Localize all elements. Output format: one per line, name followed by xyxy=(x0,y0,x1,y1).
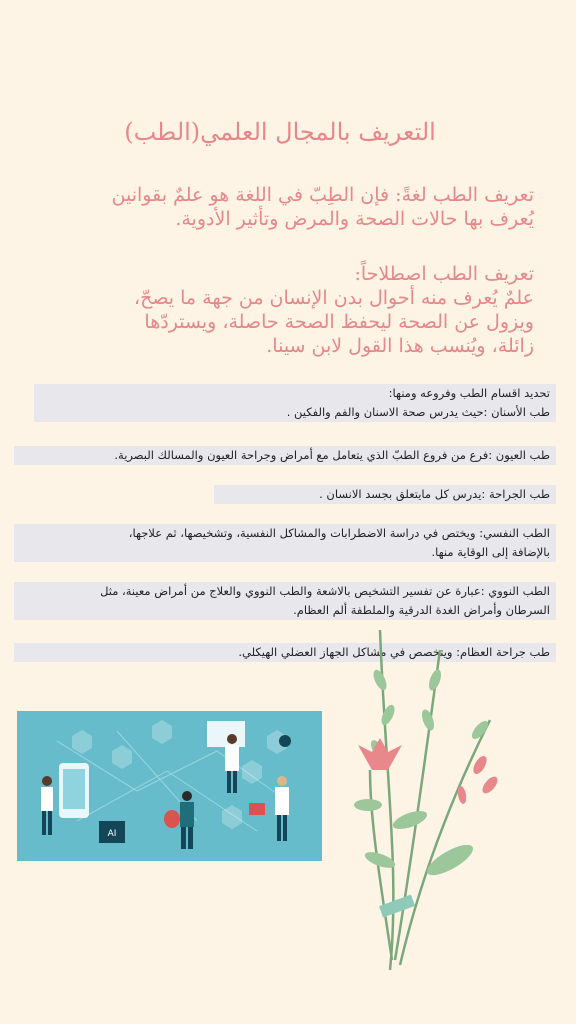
ribbon xyxy=(379,895,415,918)
doctor-figure-center xyxy=(164,791,194,849)
heart-icon xyxy=(164,810,180,828)
ai-chip-icon xyxy=(99,821,125,843)
medical-tech-illustration xyxy=(17,711,322,861)
first-aid-icon xyxy=(249,803,265,815)
term-definition-line: ويزول عن الصحة ليحفظ الصحة حاصلة، ويستردّها xyxy=(144,311,534,333)
language-definition xyxy=(34,183,534,231)
dentistry-note: طب الأسنان :حيث يدرس صحة الاسنان والفم والفكين . xyxy=(286,405,550,419)
term-definition-line: علمٌ يُعرف منه أحوال بدن الإنسان من جهة ما يصحّ، xyxy=(133,287,534,309)
illustration-graphic xyxy=(17,711,322,861)
nuclear-medicine-note xyxy=(14,582,556,620)
surgery-note: طب الجراحة :يدرس كل مايتعلق بجسد الانسان . xyxy=(214,485,556,504)
term-definition-line: زائلة، ويُنسب هذا القول لابن سينا. xyxy=(266,335,534,357)
doctor-figure-left xyxy=(41,776,53,835)
ophthalmology-note: طب العيون :فرع من فروع الطبّ الذي يتعامل مع أمراض وجراحة العيون والمسالك البصرية. xyxy=(14,446,556,465)
drone-icon xyxy=(279,735,291,747)
ai-chip-label: AI xyxy=(107,829,117,839)
language-definition-line: تعريف الطب لغةً: فإن الطِبّ في اللغة هو علمٌ بقوانين xyxy=(111,184,534,206)
flower-bouquet-decoration xyxy=(330,620,560,980)
nuclear-line: الطب النووي :عبارة عن تفسير التشخيص بالاشعة والطب النووي والعلاج من أمراض معينة، مثل xyxy=(100,584,550,598)
flower-icon xyxy=(358,738,402,770)
branches-intro-note xyxy=(34,384,556,422)
psychiatry-line: الطب النفسي: ويختص في دراسة الاضطرابات والمشاكل النفسية، وتشخيصها، ثم علاجها، xyxy=(128,526,550,540)
monitor-icon xyxy=(207,721,245,747)
orthopedic-note: طب جراحة العظام: ويتخصص في مشاكل الجهاز العضلي الهيكلي. xyxy=(14,643,556,662)
language-definition-line: يُعرف بها حالات الصحة والمرض وتأثير الأدوية. xyxy=(175,208,534,230)
branches-intro: تحديد اقسام الطب وفروعه ومنها: xyxy=(388,386,550,400)
term-definition-heading: تعريف الطب اصطلاحاً: xyxy=(354,263,534,285)
term-definition xyxy=(34,262,534,358)
psychiatry-note xyxy=(14,524,556,562)
psychiatry-line: بالإضافة إلى الوقاية منها. xyxy=(431,545,550,559)
doctor-figure-right xyxy=(275,776,289,841)
nuclear-line: السرطان وأمراض الغدة الدرقية والملطفة ألم العظام. xyxy=(293,603,550,617)
page-title: التعريف بالمجال العلمي(الطب) xyxy=(124,118,436,146)
